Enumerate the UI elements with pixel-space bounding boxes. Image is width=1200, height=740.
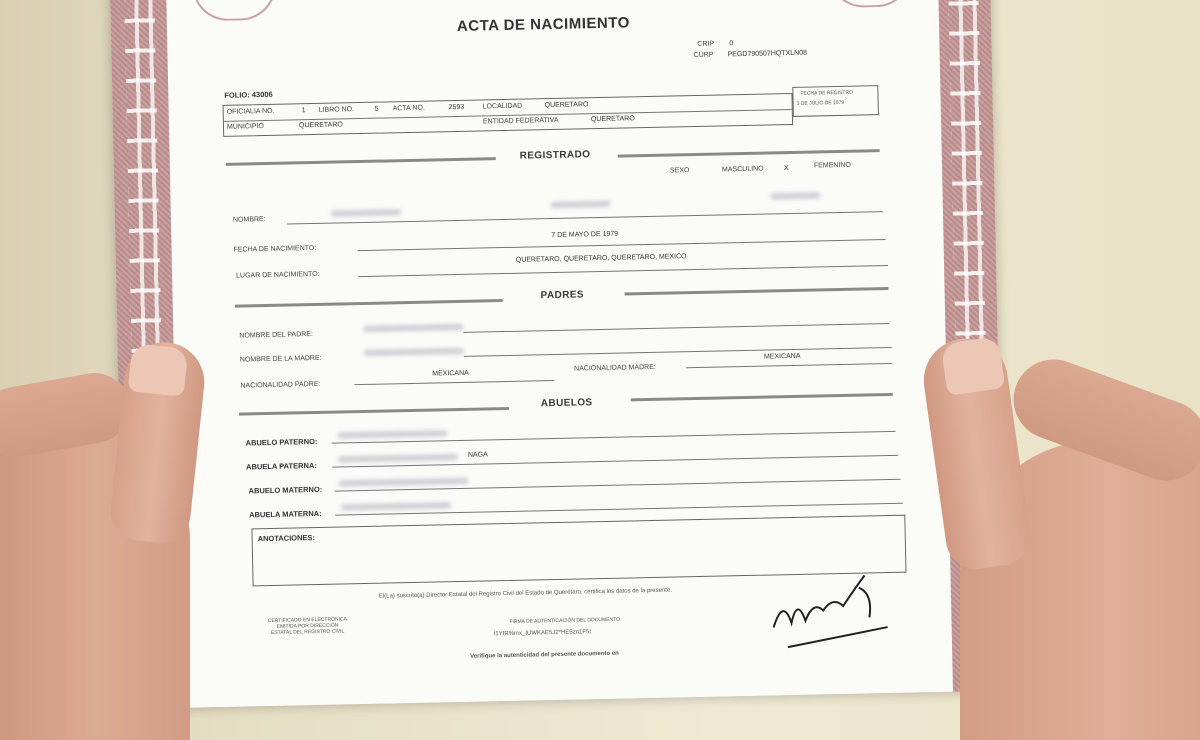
acta-value: 2593 <box>448 103 465 112</box>
nacionalidad-madre-line <box>686 363 892 368</box>
firma-label: FIRMA DE AUTENTICACIÓN DEL DOCUMENTO <box>509 616 621 625</box>
right-crest-emblem <box>828 0 913 8</box>
redacted-abuelo-materno <box>338 478 468 487</box>
nombre-label: NOMBRE: <box>232 216 266 224</box>
masculino-label: MASCULINO <box>721 165 764 174</box>
section-padres: PADRES <box>540 289 585 302</box>
nacionalidad-padre-line <box>354 380 554 385</box>
section-rule-right <box>618 149 880 157</box>
entidad-label: ENTIDAD FEDERATIVA <box>482 116 559 126</box>
redacted-name-2 <box>551 201 611 208</box>
redacted-name-1 <box>331 209 401 216</box>
abuelos-rule-left <box>239 407 509 416</box>
section-abuelos: ABUELOS <box>540 397 593 410</box>
redacted-madre <box>364 348 464 356</box>
anotaciones-label: ANOTACIONES: <box>257 533 316 544</box>
nombre-padre-label: NOMBRE DEL PADRE: <box>239 331 313 340</box>
left-crest-emblem <box>192 0 277 21</box>
municipio-label: MUNICIPIO <box>226 123 265 131</box>
femenino-label: FEMENINO <box>813 161 851 170</box>
verifique-text: Verifique la autenticidad del presente documento en <box>470 650 619 660</box>
fecha-nacimiento-label: FECHA DE NACIMIENTO: <box>233 244 317 254</box>
fecha-nacimiento-value: 7 DE MAYO DE 1979 <box>551 230 619 240</box>
localidad-label: LOCALIDAD <box>482 102 523 111</box>
crip-label: CRIP <box>697 40 715 48</box>
nacionalidad-madre-value: MEXICANA <box>763 352 801 361</box>
abuelos-rule-right <box>631 393 893 401</box>
fecha-registro-value: 3 DE JULIO DE 1979 <box>796 99 845 107</box>
acta-label: ACTA NO. <box>392 104 425 113</box>
left-thumb-nail <box>128 343 189 397</box>
libro-label: LIBRO NO. <box>318 106 355 114</box>
folio-number: FOLIO: 43006 <box>224 89 273 100</box>
section-registrado: REGISTRADO <box>519 149 591 162</box>
birth-certificate <box>110 0 1005 709</box>
redacted-abuela-materna <box>341 502 451 510</box>
redacted-abuela-paterna <box>338 454 458 463</box>
oficialia-label: OFICIALIA NO. <box>226 107 275 116</box>
document-title: ACTA DE NACIMIENTO <box>456 14 630 35</box>
section-rule-left <box>226 157 496 166</box>
abuelo-paterno-label: ABUELO PATERNO: <box>245 436 318 448</box>
fecha-registro-label: FECHA DE REGISTRO <box>800 89 854 97</box>
sello-text: CERTIFICADO EN ELECTRÓNICA EMITIDA POR DIRECCIÓN ESTATAL DEL REGISTRO CIVIL <box>267 616 347 636</box>
registry-header-table <box>223 93 794 137</box>
lugar-nacimiento-label: LUGAR DE NACIMIENTO: <box>236 270 320 280</box>
nombre-madre-line <box>464 347 892 357</box>
localidad-value: QUERETARO <box>544 101 589 110</box>
redacted-name-3 <box>771 192 821 199</box>
right-thumb-nail <box>941 336 1006 396</box>
padres-rule-right <box>625 287 889 296</box>
redacted-padre <box>363 324 463 332</box>
nacionalidad-padre-label: NACIONALIDAD PADRE: <box>240 380 321 390</box>
certificate-paper <box>166 0 953 708</box>
redacted-abuelo-paterno <box>337 430 447 438</box>
curp-label: CURP <box>693 51 714 60</box>
certificacion-text: El(La) suscrito(a) Director Estatal del Registro Civil del Estado de Querétaro, certifica los datos de la presente. <box>378 587 673 600</box>
fecha-nacimiento-line <box>358 239 886 251</box>
nacionalidad-padre-value: MEXICANA <box>432 369 469 378</box>
lugar-nacimiento-line <box>358 265 888 277</box>
firma-code: I1YIR%mx_IUWKAE5J2*HE5zn1F5I <box>493 629 592 638</box>
abuela-materna-label: ABUELA MATERNA: <box>249 508 322 520</box>
signature <box>766 567 898 660</box>
masculino-value: X <box>783 165 789 173</box>
crip-value: 0 <box>729 40 734 48</box>
curp-value: PEGD790507HQTXLN08 <box>727 49 808 59</box>
municipio-value: QUERETARO <box>298 121 343 130</box>
padres-rule-left <box>235 299 503 308</box>
nacionalidad-madre-label: NACIONALIDAD MADRE: <box>574 363 656 373</box>
fecha-registro-box <box>792 85 879 117</box>
sexo-label: SEXO <box>669 167 690 175</box>
abuelo-materno-label: ABUELO MATERNO: <box>248 484 323 496</box>
abuela-paterna-label: ABUELA PATERNA: <box>246 460 317 472</box>
lugar-nacimiento-value: QUERETARO, QUERETARO, QUERETARO, MEXICO <box>515 253 687 264</box>
nombre-padre-line <box>463 323 889 333</box>
abuela-paterna-extra: NAGA <box>467 451 488 459</box>
libro-value: 5 <box>374 105 379 113</box>
oficialia-value: 1 <box>301 107 306 115</box>
entidad-value: QUERETARO <box>590 115 635 124</box>
nombre-madre-label: NOMBRE DE LA MADRE: <box>239 354 322 364</box>
